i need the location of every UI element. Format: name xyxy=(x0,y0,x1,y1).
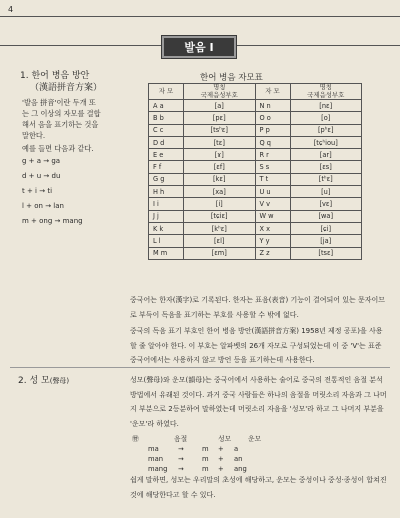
table-title: 한어 병음 자모표 xyxy=(200,73,263,83)
page-number: 4 xyxy=(8,5,14,14)
paragraph-1: 중국어는 한자(漢字)로 기록된다. 한자는 표음(表音) 기능이 결여되어 있는 문자이므로 부득이 독음을 표기하는 부호를 사용할 수 밖에 없다. xyxy=(130,296,386,319)
letter-cell: G g xyxy=(149,173,184,185)
letter-cell: X x xyxy=(255,222,290,234)
letter-cell: H h xyxy=(149,186,184,198)
letter-cell: U u xyxy=(255,186,290,198)
pinyin-example: m + ong → mang xyxy=(22,217,83,225)
col-header-name xyxy=(184,84,256,100)
ipa-cell: [u] xyxy=(290,186,362,198)
syllable-example-row xyxy=(132,454,282,464)
ipa-cell: [ɛf] xyxy=(184,161,256,173)
ipa-cell: [tsɛ] xyxy=(290,247,362,259)
table-row xyxy=(149,222,362,234)
paragraph-4: 쉽게 말하면, 성모는 우리말의 초성에 해당하고, 운모는 중성이나 중성·종성이 합쳐진 것에 해당한다고 할 수 있다. xyxy=(130,476,387,499)
letter-cell: K k xyxy=(149,222,184,234)
ipa-cell: [pɛ] xyxy=(184,112,256,124)
ipa-cell: [xa] xyxy=(184,186,256,198)
ipa-cell: [tɛ] xyxy=(184,136,256,148)
syllable-cell: ang xyxy=(234,465,247,473)
pinyin-examples xyxy=(22,154,112,229)
letter-cell: L l xyxy=(149,235,184,247)
letter-cell: C c xyxy=(149,124,184,136)
example-label: ㊕ xyxy=(132,435,139,443)
table-row xyxy=(149,161,362,173)
letter-cell: R r xyxy=(255,149,290,161)
col-header-name-line1: 명칭 xyxy=(213,83,226,91)
letter-cell: Y y xyxy=(255,235,290,247)
letter-cell: W w xyxy=(255,210,290,222)
table-row xyxy=(149,112,362,124)
ipa-cell: [i] xyxy=(184,198,256,210)
table-row xyxy=(149,100,362,112)
pinyin-example: d + u → du xyxy=(22,172,61,180)
desc-line: 는 그 이상의 자모를 결합 xyxy=(22,109,101,118)
letter-cell: N n xyxy=(255,100,290,112)
section1-heading: 1. 한어 병음 방안 xyxy=(20,71,90,81)
table-row xyxy=(149,210,362,222)
letter-cell: A a xyxy=(149,100,184,112)
col-header-letter: 자 모 xyxy=(149,84,184,100)
letter-cell: M m xyxy=(149,247,184,259)
syllable-cell: m xyxy=(202,465,209,473)
section2-heading-text: 2. 성 모 xyxy=(18,376,50,386)
syllable-example-table xyxy=(132,434,282,474)
letter-cell: I i xyxy=(149,198,184,210)
ipa-cell: [tʰɛ] xyxy=(290,173,362,185)
ipa-cell: [vɛ] xyxy=(290,198,362,210)
syllable-cell: mang xyxy=(148,465,168,473)
col-header-name-line2: 국제음성부호 xyxy=(307,90,345,99)
header-syllable: 음절 xyxy=(174,435,188,443)
syllable-cell: man xyxy=(148,455,164,463)
ipa-cell: [kɛ] xyxy=(184,173,256,185)
table-row xyxy=(149,124,362,136)
section2-heading-hanzi: (聲母) xyxy=(49,377,70,385)
syllable-cell: + xyxy=(218,465,224,473)
syllable-cell: an xyxy=(234,455,243,463)
syllable-cell: m xyxy=(202,445,209,453)
col-header-name xyxy=(290,84,362,100)
ipa-cell: [ɕi] xyxy=(290,222,362,234)
pinyin-example: l + on → lan xyxy=(22,202,64,210)
letter-cell: V v xyxy=(255,198,290,210)
col-header-name-line2: 국제음성부호 xyxy=(200,90,238,99)
syllable-cell: + xyxy=(218,455,224,463)
col-header-letter: 자 모 xyxy=(255,84,290,100)
ipa-cell: [o] xyxy=(290,112,362,124)
letter-cell: B b xyxy=(149,112,184,124)
desc-line: 말한다. xyxy=(22,131,46,140)
syllable-example-row xyxy=(132,444,282,454)
ipa-cell: [kʰɛ] xyxy=(184,222,256,234)
table-row xyxy=(149,173,362,185)
ipa-cell: [ɤ] xyxy=(184,149,256,161)
ipa-cell: [ɛs] xyxy=(290,161,362,173)
ipa-cell: [nɛ] xyxy=(290,100,362,112)
section1-heading-hanzi: （漢語拼音方案） xyxy=(30,83,103,93)
letter-cell: E e xyxy=(149,149,184,161)
ipa-cell: [tɕʰiou] xyxy=(290,136,362,148)
table-row xyxy=(149,136,362,148)
syllable-cell: → xyxy=(178,455,184,463)
desc-line: 해서 음을 표기하는 것을 xyxy=(22,120,99,129)
ipa-cell: [tɕiɛ] xyxy=(184,210,256,222)
ipa-cell: [wa] xyxy=(290,210,362,222)
section1-description xyxy=(22,97,112,154)
section2-heading xyxy=(18,373,69,386)
syllable-cell: a xyxy=(234,445,239,453)
ipa-cell: [pʰɛ] xyxy=(290,124,362,136)
letter-cell: O o xyxy=(255,112,290,124)
letter-cell: Z z xyxy=(255,247,290,259)
row-indent xyxy=(132,444,148,454)
syllable-example-header xyxy=(132,434,282,444)
pinyin-alphabet-table xyxy=(148,83,362,260)
syllable-cell: → xyxy=(178,445,184,453)
letter-cell: J j xyxy=(149,210,184,222)
letter-cell: P p xyxy=(255,124,290,136)
ipa-cell: [tsʰɛ] xyxy=(184,124,256,136)
letter-cell: Q q xyxy=(255,136,290,148)
ipa-cell: [ja] xyxy=(290,235,362,247)
letter-cell: F f xyxy=(149,161,184,173)
row-indent xyxy=(132,454,148,464)
table-row xyxy=(149,198,362,210)
example-intro: 예를 들면 다음과 같다. xyxy=(22,144,94,153)
ipa-cell: [ar] xyxy=(290,149,362,161)
table-row xyxy=(149,235,362,247)
letter-cell: S s xyxy=(255,161,290,173)
ipa-cell: [ɛl] xyxy=(184,235,256,247)
syllable-cell: m xyxy=(202,455,209,463)
paragraph-2: 중국의 독음 표기 부호인 한어 병음 방안(漢語拼音方案) 1958년 제정 공포)을 사용할 줄 알아야 한다. 이 부호는 알파벳의 26개 자모로 구성되었는데 이 중 'V'는 표준 중국어에서는 사용하지 않고 방언 등을 표기하는데 사용한다. xyxy=(130,327,383,364)
header-final: 운모 xyxy=(248,435,262,443)
ipa-cell: [a] xyxy=(184,100,256,112)
top-rule xyxy=(0,16,400,17)
letter-cell: T t xyxy=(255,173,290,185)
col-header-name-line1: 명칭 xyxy=(319,83,332,91)
ipa-cell: [ɛm] xyxy=(184,247,256,259)
table-row xyxy=(149,149,362,161)
letter-cell: D d xyxy=(149,136,184,148)
paragraph-3: 성모(聲母)와 운모(韻母)는 중국어에서 사용하는 술어로 중국의 전통적인 음절 분석 방법에서 유래된 것이다. 과거 중국 사람들은 하나의 음절을 머릿소리 자음과 그 나머지 부분으로 2등분하여 말하였는데 머릿소리 자음을 '성모'라 하고 그 나머지 부분을 '운모'라 하였다. xyxy=(130,376,387,428)
syllable-cell: + xyxy=(218,445,224,453)
desc-line: '발음 拼音'이란 두개 또 xyxy=(22,98,96,107)
pinyin-example: t + i → ti xyxy=(22,187,53,195)
pinyin-example: g + a → ga xyxy=(22,157,61,165)
table-row xyxy=(149,186,362,198)
section-divider xyxy=(10,367,390,368)
table-header-row xyxy=(149,84,362,100)
chapter-title: 발음 I xyxy=(162,36,236,58)
syllable-cell: ma xyxy=(148,445,159,453)
table-row xyxy=(149,247,362,259)
syllable-cell: → xyxy=(178,465,184,473)
header-initial: 성모 xyxy=(218,435,232,443)
